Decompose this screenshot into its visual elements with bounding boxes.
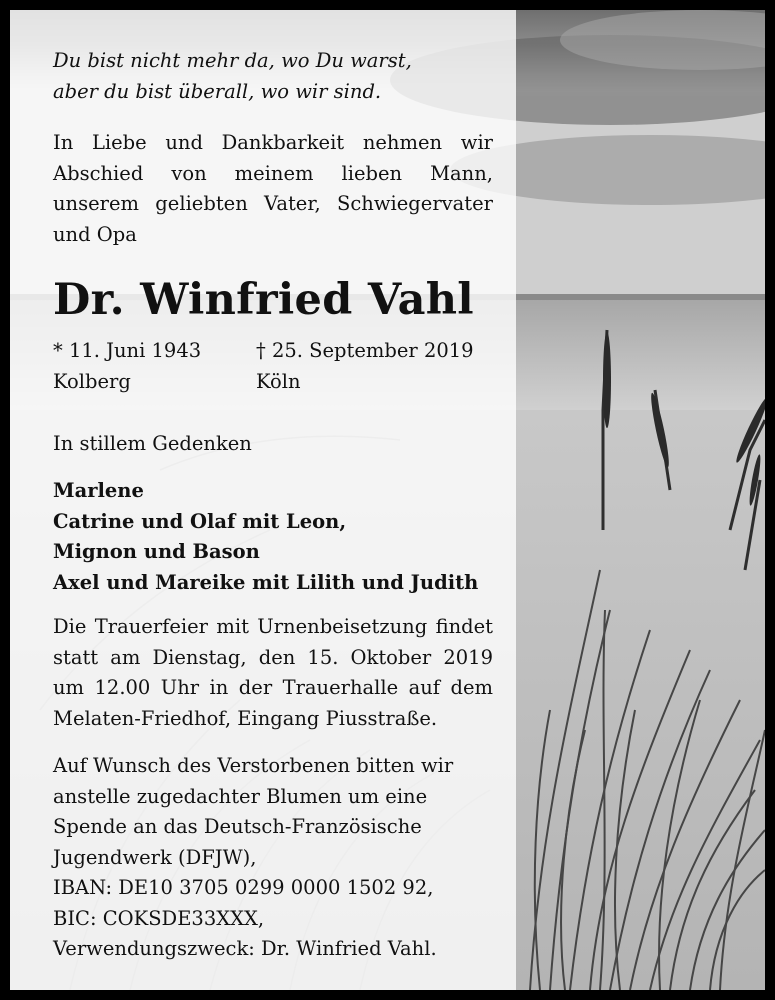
donation-line: Spende an das Deutsch-Französische	[53, 815, 422, 838]
bic-line: BIC: COKSDE33XXX,	[53, 906, 265, 930]
motto-line: aber du bist überall, wo wir sind.	[53, 79, 382, 103]
motto-line: Du bist nicht mehr da, wo Du warst,	[53, 49, 412, 72]
mourners-list	[53, 476, 478, 598]
intro-text: In Liebe und Dankbarkeit nehmen wir Abschied von meinem lieben Mann, unserem geliebten Vater, Schwiegervater und Opa	[53, 131, 493, 246]
birth-place: Kolberg	[53, 369, 131, 393]
death-date: † 25. September 2019	[256, 339, 474, 362]
death-info	[256, 336, 474, 397]
deceased-name: Dr. Winfried Vahl	[53, 275, 474, 325]
death-place: Köln	[256, 369, 301, 393]
funeral-notice: Die Trauerfeier mit Urnenbeisetzung findet statt am Dienstag, den 15. Oktober 2019 um 12.00 Uhr in der Trauerhalle auf dem Melaten-Friedhof, Eingang Piusstraße.	[53, 615, 493, 730]
mourner: Catrine und Olaf mit Leon,	[53, 509, 347, 533]
donation-line: Auf Wunsch des Verstorbenen bitten wir	[53, 754, 454, 777]
birth-date: * 11. Juni 1943	[53, 339, 202, 362]
donation-line: Jugendwerk (DFJW),	[53, 845, 257, 869]
mourner: Marlene	[53, 479, 144, 502]
mourner: Axel und Mareike mit Lilith und Judith	[53, 570, 479, 594]
iban-line: IBAN: DE10 3705 0299 0000 1502 92,	[53, 876, 434, 899]
donation-request	[53, 751, 493, 965]
donation-line: anstelle zugedachter Blumen um eine	[53, 784, 428, 808]
mourner: Mignon und Bason	[53, 540, 260, 563]
birth-info	[53, 336, 201, 397]
reference-line: Verwendungszweck: Dr. Winfried Vahl.	[53, 937, 437, 960]
greeting: In stillem Gedenken	[53, 432, 252, 455]
motto	[53, 46, 493, 107]
